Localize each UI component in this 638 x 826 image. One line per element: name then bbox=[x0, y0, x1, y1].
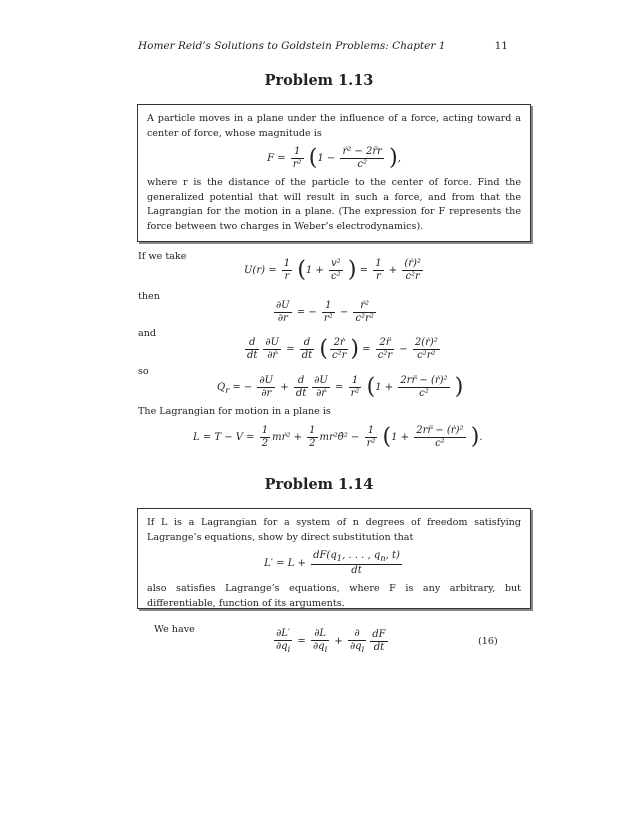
equation-transformed-lagrangian: L′ = L + $\frac{dF(q_1, . . . , q_n, t)}{dt}$ bbox=[264, 550, 400, 576]
equation-potential-u: U(r) = $\frac{1}{r}$ (1 + $\frac{\text{v²}}{\text{c²}}$ ) = $\frac{1}{r}$ + $\frac{\text{(ṙ)²}}{\text{c²r}}$ bbox=[244, 257, 421, 283]
problem-1-14-statement-p1: If L is a Lagrangian for a system of n degrees of freedom satisfying Lagrange’s equations, show by direct substitution that bbox=[147, 517, 521, 543]
problem-1-13-title: Problem 1.13 bbox=[264, 72, 374, 89]
equation-lagrangian-plane: L = T − V = $\frac{1}{2}$ mṙ² + $\frac{1}{2}$ mr²θ̇² − $\frac{1}{\text{r²}}$ (1 + $\frac{\text{2rr̈ − (ṙ)²}}{\text{c²}}$ ). bbox=[193, 424, 483, 450]
running-title: Homer Reid’s Solutions to Goldstein Problems: Chapter 1 bbox=[138, 40, 446, 52]
text-lagrangian-intro: The Lagrangian for motion in a plane is bbox=[138, 406, 331, 417]
text-and: and bbox=[138, 328, 157, 339]
text-if-we-take: If we take bbox=[138, 251, 187, 262]
running-header bbox=[138, 40, 508, 52]
equation-number-16: (16) bbox=[478, 636, 498, 647]
weber-force-equation: F = $\frac{1}{\text{r²}}$ (1 − $\frac{\text{ṙ² − 2r̈r}}{\text{c²}}$ ), bbox=[267, 145, 401, 171]
equation-16: $\frac{\partial L'}{\partial q_i}$ = $\frac{\partial L}{\partial q_i}$ + $\frac{\partial}{\partial q_i}$ $\frac{dF}{dt}$ bbox=[276, 628, 386, 654]
page-number: 11 bbox=[494, 40, 508, 52]
text-so: so bbox=[138, 366, 149, 377]
problem-1-13-statement-box bbox=[137, 104, 531, 242]
problem-1-14-statement-box bbox=[137, 508, 531, 609]
problem-1-13-statement-p2: where r is the distance of the particle to the center of force. Find the generalized potential that will result in such a force, and from that the Lagrangian for the motion in a plane. (The expression for F represents the force between two charges in Weber’s electrodynamics). bbox=[147, 177, 521, 232]
problem-1-14-title: Problem 1.14 bbox=[264, 476, 374, 493]
text-then: then bbox=[138, 291, 160, 302]
text-we-have: We have bbox=[154, 624, 195, 635]
equation-du-dr: $\frac{\partial U}{\partial r}$ = − $\frac{1}{\text{r²}}$ − $\frac{\text{ṙ²}}{\text{c²r²}}$ bbox=[276, 300, 374, 324]
problem-1-13-statement-p1: A particle moves in a plane under the influence of a force, acting toward a center of force, whose magnitude is bbox=[147, 113, 521, 139]
equation-d-dt-du-drdot: $\frac{d}{dt}$ $\frac{\partial U}{\text{∂ṙ}}$ = $\frac{d}{dt}$ ( $\frac{\text{2ṙ}}{\text{c²r}}$ ) = $\frac{2r̈}{\text{c²r}}$ − $\frac{\text{2(ṙ)²}}{\text{c²r²}}$ bbox=[247, 336, 438, 362]
problem-1-14-statement-p2: also satisfies Lagrange’s equations, where F is any arbitrary, but differentiable, function of its arguments. bbox=[147, 583, 521, 609]
equation-generalized-force-qr: $Q_r$ = − $\frac{\partial U}{\partial r}$ + $\frac{d}{dt}$ $\frac{\partial U}{\text{∂ṙ}}$ = $\frac{1}{\text{r²}}$ (1 + $\frac{\text{2rr̈ − (ṙ)²}}{\text{c²}}$ ) bbox=[217, 374, 464, 400]
